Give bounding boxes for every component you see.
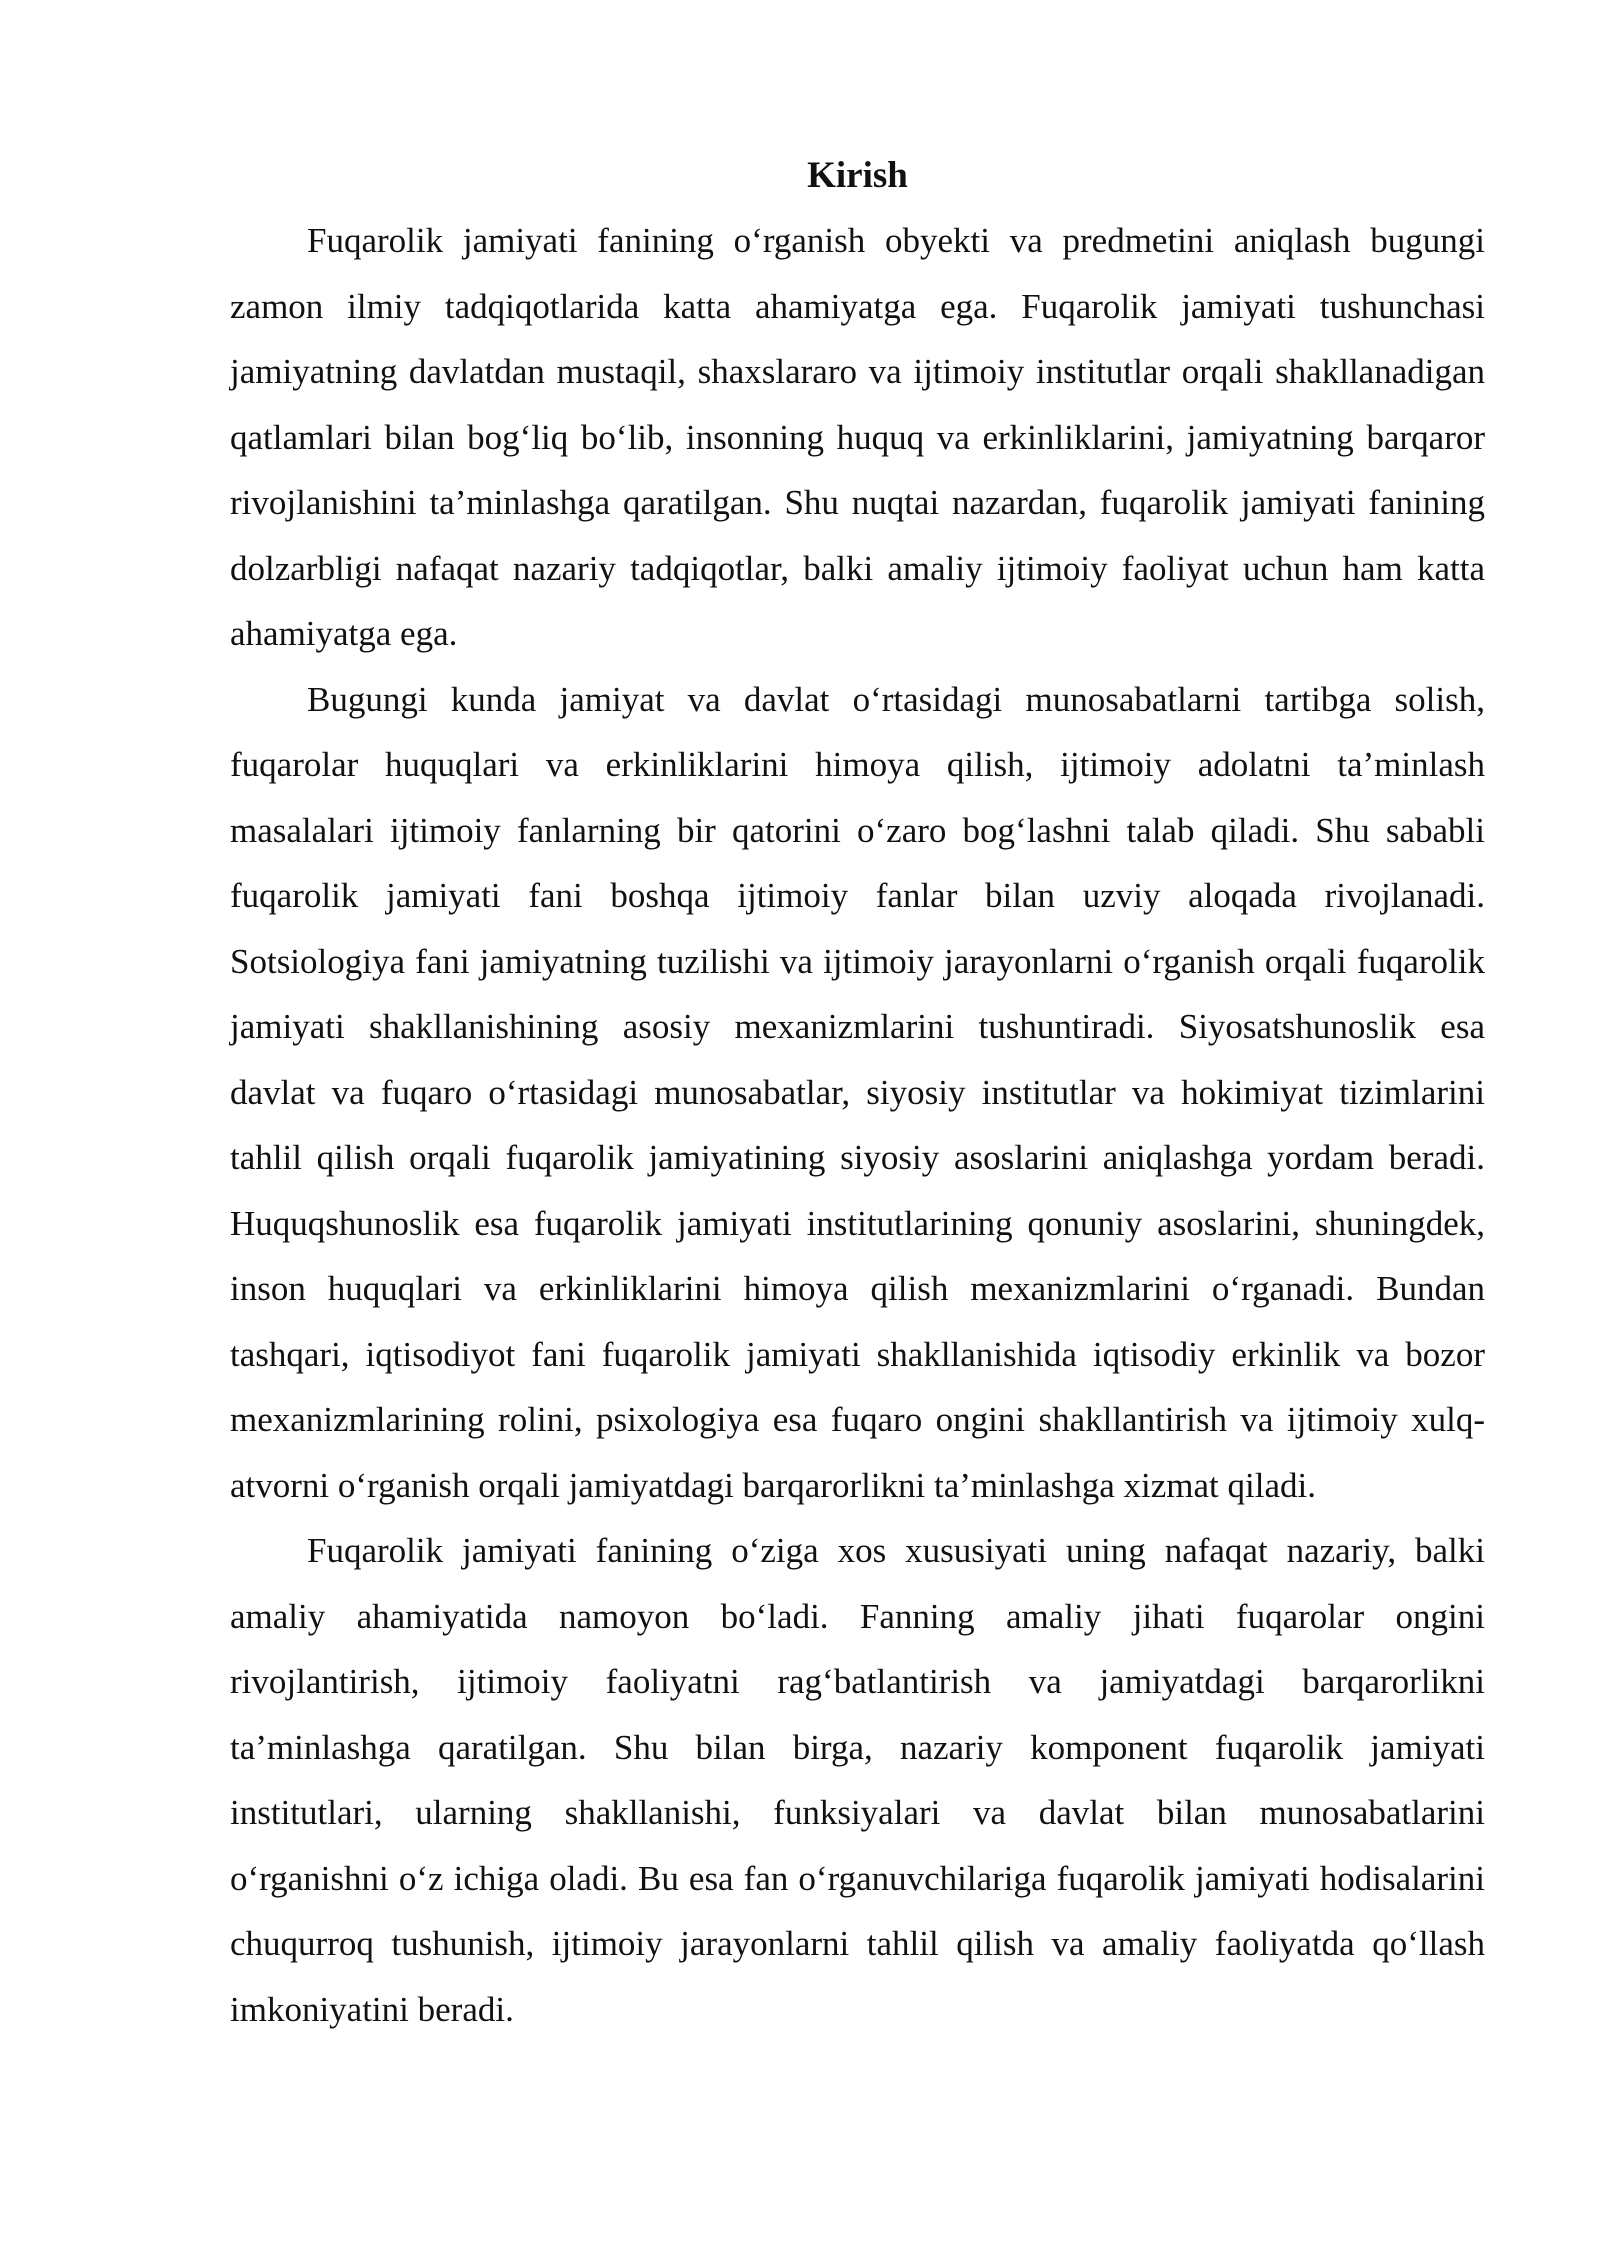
paragraph-1: Fuqarolik jamiyati fanining o‘rganish obyekti va predmetini aniqlash bugungi zamon ilmiy tadqiqotlarida katta ahamiyatga ega. Fuqarolik jamiyati tushunchasi jamiyatning davlatdan mustaqil, shaxslararo va ijtimoiy institutlar orqali shakllanadigan qatlamlari bilan bog‘liq bo‘lib, insonning huquq va erkinliklarini, jamiyatning barqaror rivojlanishini ta’minlashga qaratilgan. Shu nuqtai nazardan, fuqarolik jamiyati fanining dolzarbligi nafaqat nazariy tadqiqotlar, balki amaliy ijtimoiy faoliyat uchun ham katta ahamiyatga ega.	[230, 221, 1485, 653]
paragraph-2: Bugungi kunda jamiyat va davlat o‘rtasidagi munosabatlarni tartibga solish, fuqarolar huquqlari va erkinliklarini himoya qilish, ijtimoiy adolatni ta’minlash masalalari ijtimoiy fanlarning bir qatorini o‘zaro bog‘lashni talab qiladi. Shu sababli fuqarolik jamiyati fani boshqa ijtimoiy fanlar bilan uzviy aloqada rivojlanadi. Sotsiologiya fani jamiyatning tuzilishi va ijtimoiy jarayonlarni o‘rganish orqali fuqarolik jamiyati shakllanishining asosiy mexanizmlarini tushuntiradi. Siyosatshunoslik esa davlat va fuqaro o‘rtasidagi munosabatlar, siyosiy institutlar va hokimiyat tizimlarini tahlil qilish orqali fuqarolik jamiyatining siyosiy asoslarini aniqlashga yordam beradi. Huquqshunoslik esa fuqarolik jamiyati institutlarining qonuniy asoslarini, shuningdek, inson huquqlari va erkinliklarini himoya qilish mexanizmlarini o‘rganadi. Bundan tashqari, iqtisodiyot fani fuqarolik jamiyati shakllanishida iqtisodiy erkinlik va bozor mexanizmlarining rolini, psixologiya esa fuqaro ongini shakllantirish va ijtimoiy xulq-atvorni o‘rganish orqali jamiyatdagi barqarorlikni ta’minlashga xizmat qiladi.	[230, 679, 1485, 1505]
paragraph-3: Fuqarolik jamiyati fanining o‘ziga xos xususiyati uning nafaqat nazariy, balki amaliy ahamiyatida namoyon bo‘ladi. Fanning amaliy jihati fuqarolar ongini rivojlantirish, ijtimoiy faoliyatni rag‘batlantirish va jamiyatdagi barqarorlikni ta’minlashga qaratilgan. Shu bilan birga, nazariy komponent fuqarolik jamiyati institutlari, ularning shakllanishi, funksiyalari va davlat bilan munosabatlarini o‘rganishni o‘z ichiga oladi. Bu esa fan o‘rganuvchilariga fuqarolik jamiyati hodisalarini chuqurroq tushunish, ijtimoiy jarayonlarni tahlil qilish va amaliy faoliyatda qo‘llash imkoniyatini beradi.	[230, 1531, 1485, 2029]
document-body	[230, 150, 1485, 2042]
section-title: Kirish	[807, 155, 908, 196]
